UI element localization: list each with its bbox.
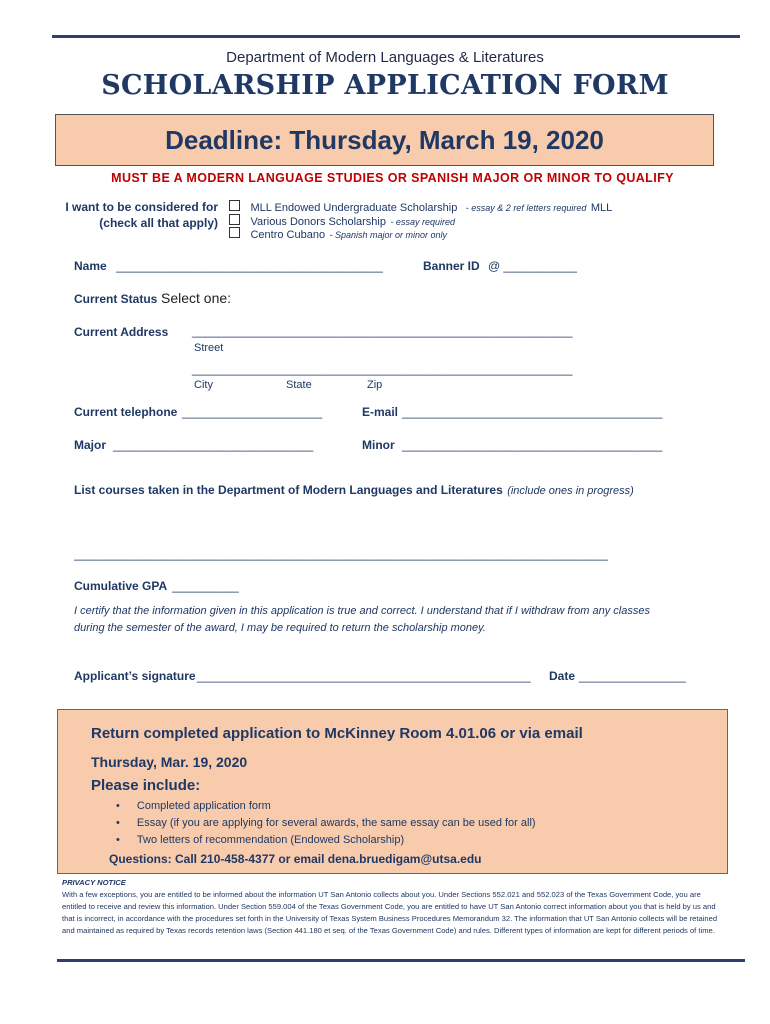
signature-field[interactable]: __________________________________________________ xyxy=(197,669,531,683)
certification-line-2: during the semester of the award, I may be required to return the scholarship money. xyxy=(74,622,486,634)
email-label: E-mail xyxy=(362,405,399,419)
status-label: Current Status xyxy=(74,292,158,306)
name-field[interactable]: ________________________________________ xyxy=(116,259,383,273)
eligibility-requirement: MUST BE A MODERN LANGUAGE STUDIES OR SPANISH MAJOR OR MINOR TO QUALIFY xyxy=(111,171,674,185)
signature-label: Applicant’s signature xyxy=(74,669,196,683)
banner-id-label: Banner ID xyxy=(423,259,480,273)
checkbox-mll[interactable] xyxy=(229,200,240,211)
bottom-rule xyxy=(57,959,745,962)
form-title: SCHOLARSHIP APPLICATION FORM xyxy=(101,70,669,101)
return-instructions-box xyxy=(57,709,728,874)
return-date: Thursday, Mar. 19, 2020 xyxy=(91,754,248,770)
include-item: • Two letters of recommendation (Endowed Scholarship) xyxy=(116,834,405,846)
address-label: Current Address xyxy=(74,325,169,339)
check-all-label: (check all that apply) xyxy=(99,216,218,230)
checkbox-centro-cubano[interactable] xyxy=(229,227,240,238)
privacy-notice xyxy=(62,877,727,937)
city-caption: City xyxy=(194,379,213,391)
major-label: Major xyxy=(74,438,107,452)
include-item: • Essay (if you are applying for several awards, the same essay can be used for all) xyxy=(116,817,536,829)
date-label: Date xyxy=(549,669,576,683)
privacy-title: PRIVACY NOTICE xyxy=(62,878,126,887)
state-caption: State xyxy=(286,379,312,391)
gpa-label: Cumulative GPA xyxy=(74,579,168,593)
privacy-text: With a few exceptions, you are entitled to be informed about the information UT San Antonio collects about you. Under Sections 552.021 and 552.023 of the Texas Government Code, you are entitled to receive and review this information. Under Section 559.004 of the Texas Government Code, you are entitled to have UT San Antonio correct information about you that is held by us and that is incorrect, in accordance with the procedures set forth in the University of Texas System Business Procedures Memorandum 32. The information that UT San Antonio collects will be retained and maintained as required by Texas records retention laws (Section 441.180 et seq. of the Texas Government Code) and rules. Different types of information are kept for different periods of time. xyxy=(62,890,718,935)
consider-label: I want to be considered for xyxy=(65,200,218,214)
email-field[interactable]: _______________________________________ xyxy=(402,405,663,419)
zip-caption: Zip xyxy=(367,379,383,391)
city-state-zip-field[interactable]: _________________________________________________________ xyxy=(192,362,573,376)
bullet-icon: • xyxy=(116,834,120,846)
questions-contact: Questions: Call 210-458-4377 or email dena.bruedigam@utsa.edu xyxy=(109,852,482,866)
deadline-text: Deadline: Thursday, March 19, 2020 xyxy=(165,124,604,155)
minor-label: Minor xyxy=(362,438,395,452)
status-select[interactable]: Select one: xyxy=(161,290,232,306)
certification-line-1: I certify that the information given in this application is true and correct. I understand that if I withdraw from any classes xyxy=(74,605,650,617)
bullet-icon: • xyxy=(116,817,120,829)
bullet-icon: • xyxy=(116,800,120,812)
include-item: • Completed application form xyxy=(116,800,271,812)
telephone-label: Current telephone xyxy=(74,405,178,419)
option-note: - essay required xyxy=(390,217,455,227)
courses-prompt xyxy=(74,481,634,499)
department-name: Department of Modern Languages & Literatures xyxy=(226,49,544,66)
courses-label: List courses taken in the Department of Modern Languages and Literatures xyxy=(74,483,503,497)
top-rule xyxy=(52,35,740,38)
minor-field[interactable]: _______________________________________ xyxy=(402,438,663,452)
option-note: - Spanish major or minor only xyxy=(329,230,448,240)
banner-id-field[interactable]: @ ___________ xyxy=(488,259,577,273)
checkbox-donors[interactable] xyxy=(229,214,240,225)
telephone-field[interactable]: _____________________ xyxy=(182,405,323,419)
street-field[interactable]: _________________________________________________________ xyxy=(192,324,573,338)
return-heading: Return completed application to McKinney Room 4.01.06 or via email xyxy=(91,725,583,742)
street-caption: Street xyxy=(194,342,224,354)
option-name: Centro Cubano xyxy=(250,229,326,241)
option-note: - essay & 2 ref letters required xyxy=(465,203,587,213)
major-field[interactable]: ______________________________ xyxy=(113,438,314,452)
gpa-field[interactable]: __________ xyxy=(172,579,239,593)
option-name: MLL Endowed Undergraduate Scholarship xyxy=(250,202,458,214)
option-suffix: MLL xyxy=(590,202,613,214)
include-heading: Please include: xyxy=(91,777,201,794)
name-label: Name xyxy=(74,259,107,273)
option-name: Various Donors Scholarship xyxy=(250,216,386,228)
deadline-banner xyxy=(55,114,714,166)
courses-note: (include ones in progress) xyxy=(507,485,634,497)
courses-field[interactable]: ________________________________________________________________________________ xyxy=(74,547,608,561)
scholarship-option-centro-cubano[interactable] xyxy=(229,225,447,243)
date-field[interactable]: ________________ xyxy=(579,669,686,683)
